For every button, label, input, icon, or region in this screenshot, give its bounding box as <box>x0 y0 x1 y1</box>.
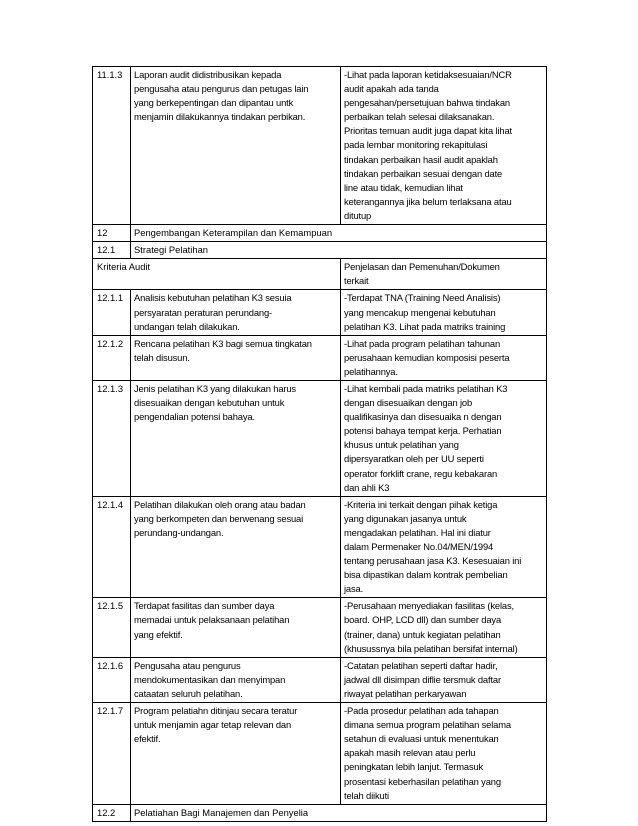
table-row <box>93 598 547 657</box>
explanation-line: tindakan perbaikan sesuai dengan date <box>344 167 503 179</box>
item-number-cell <box>93 703 131 805</box>
explanation-line: potensi bahaya tempat kerja. Perhatian <box>344 425 502 437</box>
explanation-line: tindakan perbaikan hasil audit apaklah <box>344 153 498 165</box>
explanation-line: -Lihat kembali pada matriks pelatihan K3 <box>344 382 508 394</box>
criterion-line: yang efektif. <box>134 628 183 640</box>
section-number-cell <box>93 225 131 242</box>
item-number: 12.1.6 <box>97 659 124 671</box>
item-number-cell <box>93 380 131 496</box>
explanation-line: yang digunakan jasanya untuk <box>344 512 467 524</box>
criterion-line: Analisis kebutuhan pelatihan K3 sesuia <box>134 292 292 304</box>
explanation-cell <box>341 703 547 805</box>
criterion-line: untuk menjamin agar tetap relevan dan <box>134 719 292 731</box>
explanation-cell <box>341 335 547 380</box>
table-body <box>93 67 547 822</box>
criterion-line: persyaratan peraturan perundang- <box>134 306 273 318</box>
header-criteria-label: Kriteria Audit <box>97 261 151 273</box>
explanation-line: dan ahli K3 <box>344 481 390 493</box>
explanation-line: riwayat pelatihan perkaryawan <box>344 687 467 699</box>
criterion-line: Pengusaha atau pengurus <box>134 659 241 671</box>
explanation-line: (trainer, dana) untuk kegiatan pelatihan <box>344 628 501 640</box>
table-row <box>93 657 547 702</box>
item-number: 12.1.4 <box>97 498 124 510</box>
explanation-line: mengadakan pelatihan. Hal ini diatur <box>344 526 491 538</box>
explanation-line: dimana semua program pelatihan selama <box>344 719 511 731</box>
explanation-line: -Terdapat TNA (Training Need Analisis) <box>344 292 501 304</box>
explanation-line: dengan disesuaikan dengan job <box>344 397 473 409</box>
criterion-cell <box>131 290 341 335</box>
explanation-line: line atau tidak, kemudian lihat <box>344 181 463 193</box>
criterion-cell <box>131 657 341 702</box>
header-explanation-line: terkait <box>344 275 369 287</box>
criterion-line: perundang-undangan. <box>134 526 224 538</box>
item-number: 12.1.5 <box>97 600 124 612</box>
criterion-line: Pelatihan dilakukan oleh orang atau badan <box>134 498 306 510</box>
section-number-cell <box>93 242 131 259</box>
section-number: 12.2 <box>97 806 116 818</box>
table-row <box>93 804 547 821</box>
item-number-cell <box>93 657 131 702</box>
explanation-cell <box>341 657 547 702</box>
item-number-cell <box>93 335 131 380</box>
explanation-line: peningkatan lebih lanjut. Termasuk <box>344 761 484 773</box>
criterion-line: undangan telah dilakukan. <box>134 320 240 332</box>
header-explanation-line: Penjelasan dan Pemenuhan/Dokumen <box>344 261 500 273</box>
criterion-cell <box>131 67 341 225</box>
criterion-line: Laporan audit didistribusikan kepada <box>134 69 282 80</box>
explanation-line: yang mencakup mengenai kebutuhan <box>344 306 496 318</box>
explanation-line: audit apakah ada tanda <box>344 83 439 95</box>
table-row <box>93 259 547 290</box>
criterion-line: telah disusun. <box>134 351 190 363</box>
item-number: 11.1.3 <box>97 69 123 80</box>
explanation-line: pada lembar monitoring rekapitulasi <box>344 139 488 151</box>
table-row <box>93 703 547 805</box>
criterion-line: Terdapat fasilitas dan sumber daya <box>134 600 275 612</box>
item-number: 12.1.2 <box>97 337 124 349</box>
explanation-line: qualifikasinya dan disesuaika n dengan <box>344 411 502 423</box>
criterion-line: pengusaha atau pengurus dan petugas lain <box>134 83 309 95</box>
header-explanation-cell <box>341 259 547 290</box>
explanation-line: -Catatan pelatihan seperti daftar hadir, <box>344 659 498 671</box>
section-title-cell <box>131 242 547 259</box>
explanation-line: board. OHP, LCD dll) dan sumber daya <box>344 614 502 626</box>
item-number: 12.1.1 <box>97 292 124 304</box>
criterion-line: mendokumentasikan dan menyimpan <box>134 673 286 685</box>
item-number-cell <box>93 496 131 598</box>
explanation-line: perbaikan telah selesai dilaksanakan. <box>344 111 495 123</box>
criterion-line: menjamin dilakukannya tindakan perbikan. <box>134 111 306 123</box>
explanation-line: pelatihan K3. Lihat pada matriks training <box>344 320 506 332</box>
header-criteria-cell <box>93 259 341 290</box>
criterion-cell <box>131 380 341 496</box>
explanation-line: perusahaan kemudian komposisi peserta <box>344 351 510 363</box>
item-number: 12.1.7 <box>97 705 124 717</box>
explanation-line: -Pada prosedur pelatihan ada tahapan <box>344 705 499 717</box>
explanation-line: pengesahan/persetujuan bahwa tindakan <box>344 97 510 109</box>
audit-criteria-table <box>92 66 547 822</box>
explanation-line: bisa dipastikan dalam kontrak pembelian <box>344 569 508 581</box>
explanation-cell <box>341 380 547 496</box>
criterion-line: Program pelatiahn ditinjau secara teratur <box>134 705 298 717</box>
explanation-line: tentang perusahaan jasa K3. Kesesuaian ini <box>344 555 522 567</box>
table-row <box>93 335 547 380</box>
explanation-line: -Lihat pada laporan ketidaksesuaian/NCR <box>344 69 512 80</box>
explanation-line: apakah masih relevan atau perlu <box>344 747 476 759</box>
criterion-line: Rencana pelatihan K3 bagi semua tingkatan <box>134 337 312 349</box>
explanation-line: jadwal dll disimpan diflie tersmuk daftar <box>344 673 501 685</box>
explanation-line: ditutup <box>344 209 372 221</box>
criterion-cell <box>131 496 341 598</box>
section-title-cell <box>131 225 547 242</box>
table-row <box>93 380 547 496</box>
explanation-line: -Lihat pada program pelatihan tahunan <box>344 337 501 349</box>
explanation-line: -Perusahaan menyediakan fasilitas (kelas, <box>344 600 514 612</box>
explanation-line: -Kriteria ini terkait dengan pihak ketiga <box>344 498 498 510</box>
section-number-cell <box>93 804 131 821</box>
section-number: 12 <box>97 227 108 239</box>
explanation-line: prosentasi keberhasilan pelatihan yang <box>344 775 501 787</box>
criterion-cell <box>131 335 341 380</box>
item-number-cell <box>93 290 131 335</box>
explanation-line: setahun di evaluasi untuk menentukan <box>344 733 499 745</box>
criterion-line: disesuaikan dengan kebutuhan untuk <box>134 397 285 409</box>
criterion-cell <box>131 598 341 657</box>
criterion-line: efektif. <box>134 733 161 745</box>
item-number-cell <box>93 598 131 657</box>
explanation-cell <box>341 67 547 225</box>
explanation-line: (khusussnya bila pelatihan bersifat internal) <box>344 642 518 654</box>
item-number: 12.1.3 <box>97 382 124 394</box>
criterion-line: memadai untuk pelaksanaan pelatihan <box>134 614 290 626</box>
criterion-line: yang berkompeten dan berwenang sesuai <box>134 512 304 524</box>
criterion-line: pengendalian potensi bahaya. <box>134 411 255 423</box>
explanation-line: operator forklift crane, regu kebakaran <box>344 467 498 479</box>
table-row <box>93 290 547 335</box>
table-row <box>93 242 547 259</box>
explanation-line: Prioritas temuan audit juga dapat kita lihat <box>344 125 512 137</box>
table-row <box>93 67 547 225</box>
explanation-line: pelatihannya. <box>344 365 398 377</box>
criterion-line: yang berkepentingan dan dipantau untk <box>134 97 294 109</box>
criterion-line: Jenis pelatihan K3 yang dilakukan harus <box>134 382 296 394</box>
section-title: Pelatiahan Bagi Manajemen dan Penyelia <box>134 806 309 818</box>
explanation-line: telah diikuti <box>344 789 389 801</box>
section-title-cell <box>131 804 547 821</box>
explanation-line: jasa. <box>344 583 364 595</box>
section-title: Pengembangan Keterampilan dan Kemampuan <box>134 227 333 239</box>
explanation-cell <box>341 290 547 335</box>
section-title: Strategi Pelatihan <box>134 244 209 256</box>
explanation-line: dipersyaratkan oleh per UU seperti <box>344 453 484 465</box>
criterion-line: cataatan seluruh pelatihan. <box>134 687 243 699</box>
table-row <box>93 225 547 242</box>
table-row <box>93 496 547 598</box>
explanation-cell <box>341 598 547 657</box>
criterion-cell <box>131 703 341 805</box>
section-number: 12.1 <box>97 244 116 256</box>
explanation-line: keterangannya jika belum terlaksana atau <box>344 195 512 207</box>
explanation-line: dalam Permenaker No.04/MEN/1994 <box>344 541 494 552</box>
explanation-line: khusus untuk pelatihan yang <box>344 439 459 451</box>
explanation-cell <box>341 496 547 598</box>
item-number-cell <box>93 67 131 225</box>
